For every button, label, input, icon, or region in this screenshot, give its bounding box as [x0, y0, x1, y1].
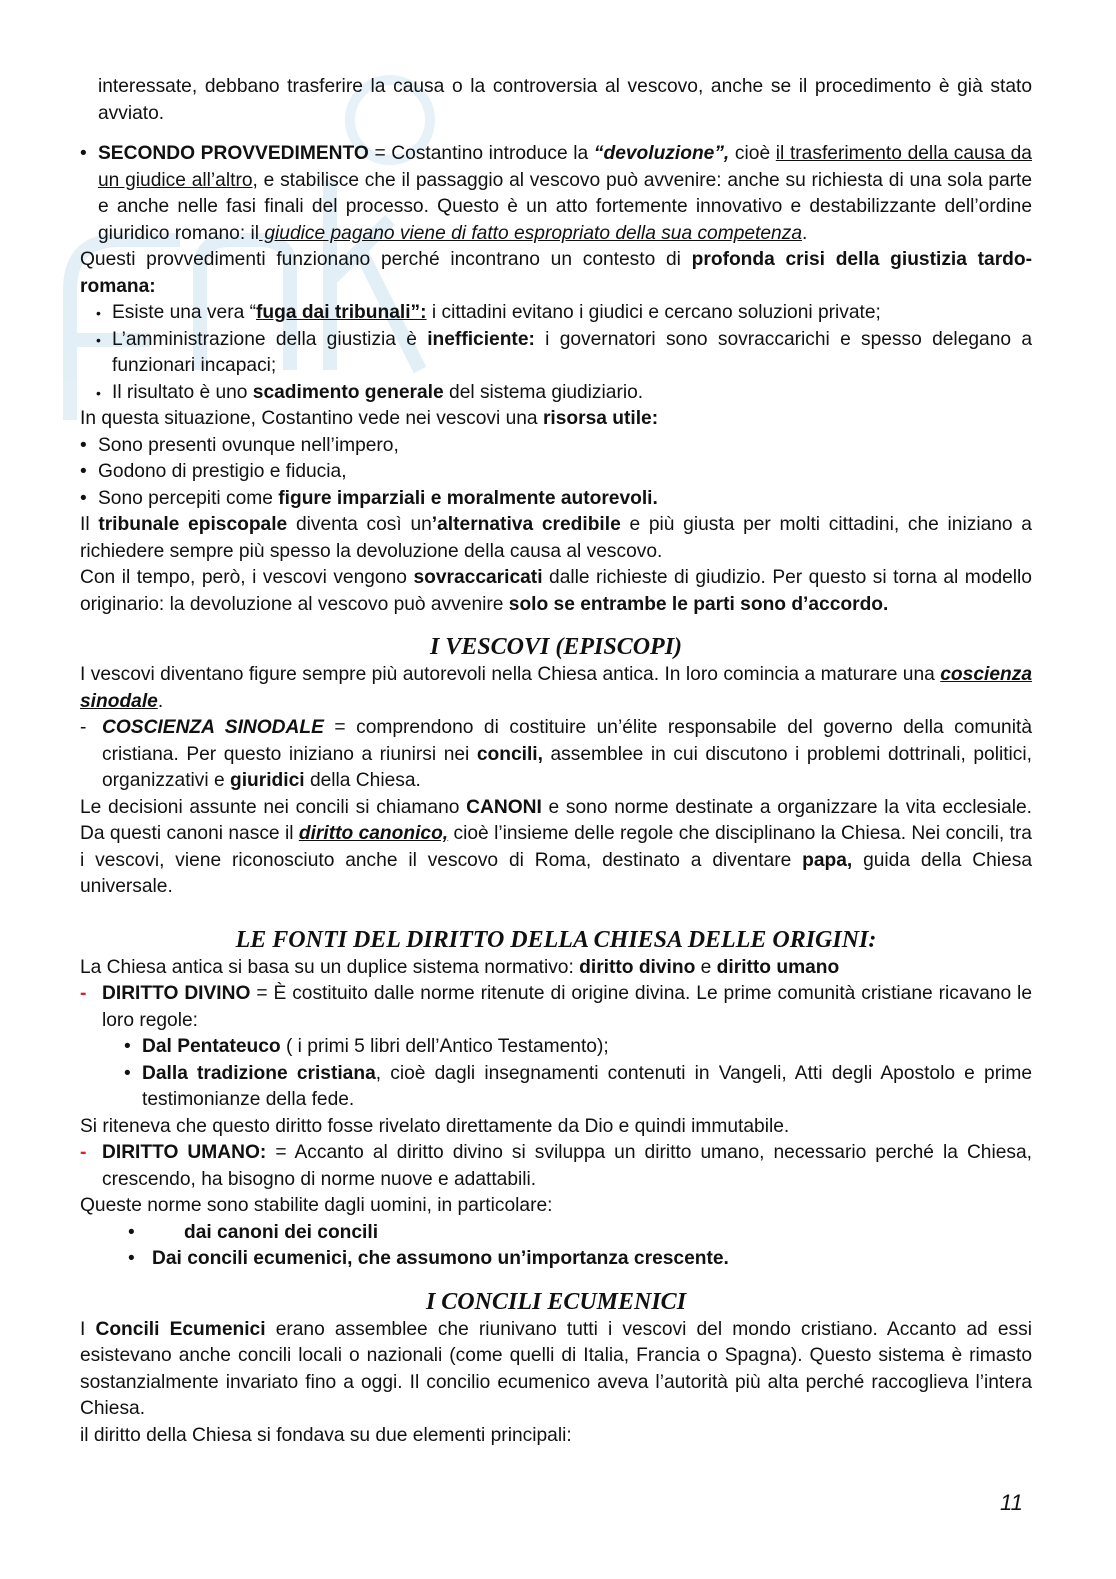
heading-vescovi: I VESCOVI (EPISCOPI)	[429, 634, 683, 660]
bullet-icon: •	[80, 487, 87, 509]
bold-text: SECONDO PROVVEDIMENTO	[98, 143, 369, 164]
bullet-icon: •	[124, 1062, 131, 1084]
bold-text: CANONI	[466, 796, 542, 818]
text: dalle richieste di giudizio. Per questo si torna al modello originario: la devoluzione al vescovo può avvenire	[80, 567, 1032, 615]
text: cioè l’insieme delle regole che disciplinano la Chiesa. Nei concili, tra i vescovi, viene riconosciuto anche il vescovo di Roma, destinato a diventare	[80, 823, 1032, 871]
dash-item-diritto-divino	[80, 981, 1032, 1034]
list-item	[80, 1246, 1032, 1273]
paragraph-vescovi	[80, 662, 1032, 715]
paragraph-tribunale	[80, 512, 1032, 565]
bold-text: Dai concili ecumenici, che assumono un’importanza crescente.	[152, 1248, 729, 1269]
text: = Costantino introduce la	[368, 143, 594, 164]
list-item	[80, 380, 1032, 407]
list-vescovi	[80, 433, 1032, 513]
text: L’amministrazione della giustizia è	[112, 328, 428, 350]
paragraph-concili	[80, 1317, 1032, 1423]
list-diritto-divino	[80, 1034, 1032, 1114]
bold-text: Dal Pentateuco	[142, 1036, 281, 1057]
bold-text: diritto umano	[716, 956, 840, 978]
text: e più giusta per molti cittadini, che iniziano a richiedere sempre più spesso la devoluzione della causa al vescovo.	[80, 514, 1032, 562]
text: i governatori sono sovraccarichi e spesso delegano a funzionari incapaci;	[112, 328, 1032, 376]
text: = comprendono di costituire un’élite responsabile del governo della comunità cristiana. Per questo iniziano a riunirsi nei	[102, 717, 1032, 765]
bold-text: inefficiente:	[427, 328, 535, 350]
text: La Chiesa antica si basa su un duplice sistema normativo:	[80, 956, 580, 978]
list-item	[80, 486, 1032, 513]
list-norme	[80, 1220, 1032, 1273]
text: = Accanto al diritto divino si sviluppa un diritto umano, necessario perché la Chiesa, crescendo, ha bisogno di norme nuove e adattabili.	[102, 1142, 1033, 1190]
bold-italic-text: COSCIENZA SINODALE	[102, 717, 324, 738]
list-crisi	[80, 300, 1032, 406]
list-item	[80, 300, 1032, 327]
red-dash-icon: -	[80, 983, 87, 1004]
list-item	[80, 459, 1032, 486]
paragraph-text: interessate, debbano trasferire la causa o la controversia al vescovo, anche se il procedimento è già stato avviato.	[98, 76, 1032, 124]
dash-item-diritto-umano	[80, 1140, 1032, 1193]
text: Sono percepiti come	[98, 487, 279, 509]
bullet-icon: •	[128, 1221, 135, 1243]
bold-text: scadimento generale	[252, 381, 444, 403]
heading-concili: I CONCILI ECUMENICI	[425, 1288, 687, 1315]
text: erano assemblee che riunivano tutti i vescovi del mondo cristiano. Accanto ad essi esistevano anche concili locali o nazionali (come quelli di Italia, Francia o Spagna). Questo sistema è rimasto sostanzialmente invariato fino a oggi. Il concilio ecumenico aveva l’autorità più alta perché raccoglieva l’intera Chiesa.	[80, 1318, 1032, 1419]
bullet-icon: •	[80, 434, 87, 456]
paragraph-crisi	[80, 247, 1032, 300]
bullet-icon: •	[128, 1248, 135, 1269]
paragraph-fonti	[80, 955, 1032, 982]
text: del sistema giudiziario.	[443, 381, 644, 403]
bullet-icon: •	[96, 305, 101, 321]
page-number: 11	[1000, 1490, 1023, 1515]
bold-text: Dalla tradizione cristiana	[142, 1062, 376, 1084]
underlined-text: il trasferimento della causa da un giudice all’altro	[98, 143, 1032, 191]
red-dash-icon: -	[80, 1142, 87, 1163]
bold-italic-underlined-text: diritto canonico,	[298, 823, 449, 844]
bold-text: concili,	[476, 743, 543, 765]
text: .	[157, 690, 164, 712]
bullet-icon: •	[124, 1036, 131, 1057]
list-item	[124, 1061, 1032, 1114]
bold-text: papa,	[802, 849, 853, 871]
bold-text: profonda crisi della giustizia tardo-romana:	[80, 249, 1032, 297]
bold-text: DIRITTO DIVINO	[102, 983, 251, 1004]
text: Sono presenti ovunque nell’impero,	[98, 434, 399, 456]
list-item	[80, 433, 1032, 460]
text: I	[80, 1318, 96, 1340]
text: , e stabilisce che il passaggio al vescovo può avvenire: anche su richiesta di una sola parte e anche nelle fasi finali del processo. Questo è un atto fortemente innovativo e destabilizzante dell’ordine giuridico romano: il	[98, 169, 1033, 244]
bullet-icon: •	[96, 331, 101, 348]
heading-fonti: LE FONTI DEL DIRITTO DELLA CHIESA DELLE ORIGINI:	[235, 926, 877, 953]
list-item	[124, 1034, 1032, 1061]
bold-text: sovraccaricati	[413, 567, 543, 588]
text: diventa così un	[287, 514, 432, 535]
text: guida della Chiesa universale.	[80, 849, 1032, 897]
text: cioè	[729, 143, 776, 164]
text: e sono norme destinate a organizzare la vita ecclesiale. Da questi canoni nasce il	[80, 796, 1033, 844]
bold-text: diritto divino	[579, 956, 696, 978]
bold-text: DIRITTO UMANO:	[102, 1142, 267, 1163]
text: ( i primi 5 libri dell’Antico Testamento);	[280, 1036, 609, 1057]
text: assemblee in cui discutono i problemi dottrinali, politici, organizzativi e	[102, 743, 1032, 791]
text: Questi provvedimenti funzionano perché incontrano un contesto di	[80, 249, 692, 270]
bullet-secondo-provvedimento	[80, 141, 1032, 247]
bold-italic-underlined-text: coscienza sinodale	[80, 664, 1032, 712]
underlined-italic-text: giudice pagano viene di fatto espropriato della sua competenza	[259, 222, 802, 244]
text: I vescovi diventano figure sempre più autorevoli nella Chiesa antica. In loro comincia a maturare una	[80, 664, 941, 685]
dash-icon: -	[80, 717, 87, 738]
paragraph-canoni	[80, 795, 1032, 901]
paragraph-elementi: il diritto della Chiesa si fondava su due elementi principali:	[80, 1424, 572, 1446]
text: Il	[80, 514, 99, 535]
paragraph-risorsa	[80, 406, 1032, 433]
bold-text: Concili Ecumenici	[95, 1318, 266, 1340]
text: , cioè dagli insegnamenti contenuti in Vangeli, Atti degli Apostolo e prime testimonianze della fede.	[142, 1062, 1033, 1110]
paragraph-secondo-provvedimento	[98, 141, 1032, 247]
text: i cittadini evitano i giudici e cercano soluzioni private;	[426, 302, 881, 323]
bold-text: tribunale episcopale	[98, 514, 288, 535]
text: In questa situazione, Costantino vede nei vescovi una	[80, 408, 543, 429]
bullet-icon: •	[80, 143, 87, 164]
paragraph-sovraccarico	[80, 565, 1032, 618]
text: Il risultato è uno	[112, 381, 253, 403]
text: Godono di prestigio e fiducia,	[98, 461, 347, 482]
bullet-icon: •	[96, 384, 101, 401]
bold-text: dai canoni dei concili	[184, 1221, 379, 1243]
bold-italic-text: “devoluzione”,	[593, 143, 730, 164]
page-content	[80, 74, 1032, 1449]
bold-text: giuridici	[229, 770, 305, 791]
dash-item-coscienza	[80, 715, 1032, 795]
bold-text: figure imparziali e moralmente autorevoli.	[278, 487, 658, 509]
text: .	[802, 222, 808, 244]
paragraph-immutabile: Si riteneva che questo diritto fosse rivelato direttamente da Dio e quindi immutabile.	[80, 1115, 790, 1137]
text: della Chiesa.	[304, 770, 421, 791]
text: Con il tempo, però, i vescovi vengono	[80, 567, 414, 588]
paragraph-continuation	[80, 74, 1032, 127]
bullet-icon: •	[80, 461, 87, 482]
bold-underlined-text: fuga dai tribunali”:	[255, 302, 427, 323]
bold-text: solo se entrambe le parti sono d’accordo.	[508, 593, 889, 615]
paragraph-norme: Queste norme sono stabilite dagli uomini, in particolare:	[80, 1195, 553, 1216]
text: e	[695, 956, 717, 978]
text: Le decisioni assunte nei concili si chiamano	[80, 796, 467, 818]
list-item	[80, 327, 1032, 380]
text: = È costituito dalle norme ritenute di origine divina. Le prime comunità cristiane ricavano le loro regole:	[102, 983, 1032, 1031]
text: Esiste una vera “	[112, 302, 256, 323]
list-item	[80, 1220, 1032, 1247]
bold-text: risorsa utile:	[542, 408, 659, 429]
bold-text: ’alternativa credibile	[431, 514, 621, 535]
